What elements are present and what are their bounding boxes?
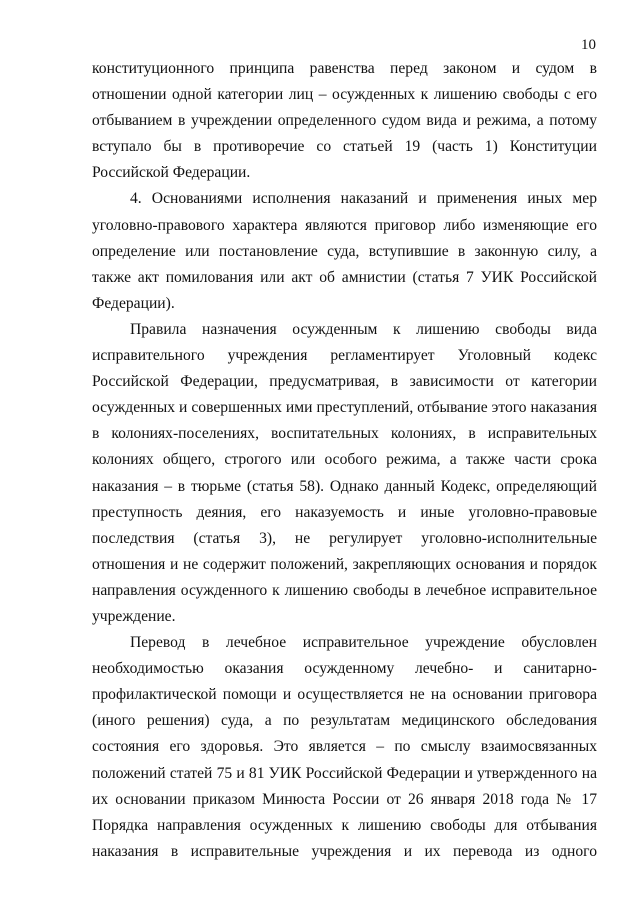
- text-line: конституционного принципа равенства перед законом и судом в: [92, 60, 597, 77]
- text-line: в колониях-поселениях, воспитательных колониях, в исправительных: [92, 425, 597, 443]
- text-line: Перевод в лечебное исправительное учреждение обусловлен: [130, 634, 597, 652]
- text-line: также акт помилования или акт об амнистии (статья 7 УИК Российской: [92, 268, 597, 286]
- text-line: исправительного учреждения регламентирует Уголовный кодекс: [92, 347, 597, 365]
- page-number: 10: [581, 37, 596, 53]
- text-line: Федерации).: [92, 294, 175, 312]
- text-line: необходимостью оказания осужденному лечебно- и санитарно-: [92, 660, 597, 678]
- text-line: направления осужденного к лишению свободы в лечебное исправительное: [92, 581, 597, 599]
- text-line: положений статей 75 и 81 УИК Российской Федерации и утвержденного на: [92, 764, 597, 782]
- text-line: состояния его здоровья. Это является – по смыслу взаимосвязанных: [92, 738, 597, 756]
- text-line: Российской Федерации.: [92, 164, 251, 182]
- text-line: их основании приказом Минюста России от 26 января 2018 года № 17: [92, 790, 597, 808]
- text-line: последствия (статья 3), не регулирует уголовно-исполнительные: [92, 529, 597, 547]
- text-line: наказания в исправительные учреждения и их перевода из одного: [92, 842, 597, 860]
- text-line: уголовно-правового характера являются приговор либо изменяющие его: [92, 216, 597, 234]
- text-line: профилактической помощи и осуществляется не на основании приговора: [92, 686, 597, 704]
- document-body: [92, 56, 597, 865]
- text-line: отношения и не содержит положений, закрепляющих основания и порядок: [92, 555, 597, 573]
- text-line: Правила назначения осужденным к лишению свободы вида: [130, 320, 597, 338]
- text-line: учреждение.: [92, 607, 176, 625]
- text-line: Российской Федерации, предусматривая, в зависимости от категории: [92, 373, 597, 391]
- text-line: вступало бы в противоречие со статьей 19 (часть 1) Конституции: [92, 138, 597, 156]
- text-line: 4. Основаниями исполнения наказаний и применения иных мер: [130, 190, 597, 208]
- text-line: осужденных и совершенных ими преступлений, отбывание этого наказания: [92, 399, 597, 417]
- text-line: колониях общего, строгого или особого режима, а также части срока: [92, 451, 597, 469]
- text-line: преступность деяния, его наказуемость и иные уголовно-правовые: [92, 503, 597, 521]
- text-line: Порядка направления осужденных к лишению свободы для отбывания: [92, 816, 597, 834]
- text-line: отбыванием в учреждении определенного судом вида и режима, а потому: [92, 112, 597, 130]
- text-line: определение или постановление суда, вступившие в законную силу, а: [92, 242, 597, 260]
- text-line: отношении одной категории лиц – осужденных к лишению свободы с его: [92, 86, 597, 104]
- text-line: (иного решения) суда, а по результатам медицинского обследования: [92, 712, 597, 730]
- text-line: наказания – в тюрьме (статья 58). Однако данный Кодекс, определяющий: [92, 477, 597, 495]
